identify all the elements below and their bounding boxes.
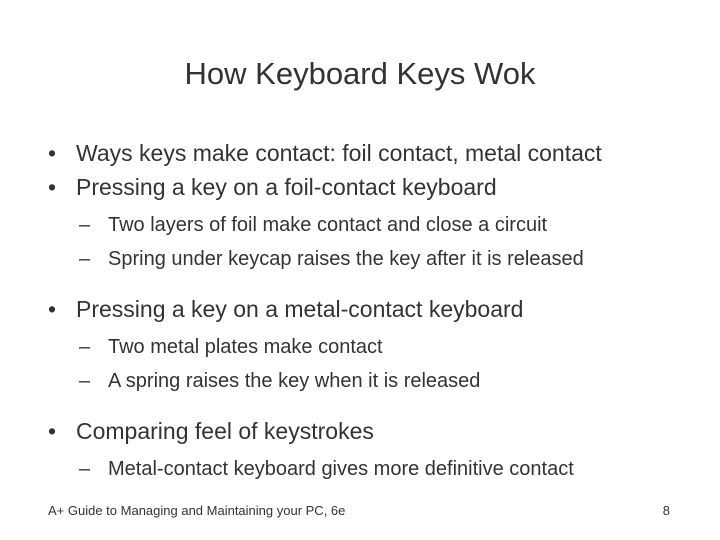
dash-marker: – <box>79 458 91 480</box>
bullet-list <box>48 136 708 486</box>
dash-marker: – <box>79 370 91 392</box>
bullet-text: Comparing feel of keystrokes <box>76 418 374 444</box>
sub-bullet-text: Two layers of foil make contact and close a circuit <box>108 214 548 236</box>
sub-bullet-item <box>48 208 708 242</box>
sub-bullet-text: Spring under keycap raises the key after it is released <box>108 248 584 270</box>
sub-bullet-item <box>48 330 708 364</box>
dash-marker: – <box>79 248 91 270</box>
sub-bullet-item <box>48 242 708 276</box>
bullet-marker: • <box>48 296 57 322</box>
sub-bullet-item <box>48 452 708 486</box>
bullet-item <box>48 136 708 170</box>
sub-bullet-text: A spring raises the key when it is released <box>108 370 481 392</box>
bullet-marker: • <box>48 140 57 166</box>
dash-marker: – <box>79 336 91 358</box>
bullet-text: Ways keys make contact: foil contact, metal contact <box>76 140 602 166</box>
bullet-text: Pressing a key on a foil-contact keyboard <box>76 174 497 200</box>
sub-bullet-text: Two metal plates make contact <box>108 336 383 358</box>
bullet-item <box>48 170 708 204</box>
footer-page-number: 8 <box>662 503 670 518</box>
bullet-marker: • <box>48 174 57 200</box>
sub-bullet-text: Metal-contact keyboard gives more definitive contact <box>108 458 574 480</box>
dash-marker: – <box>79 214 91 236</box>
bullet-item <box>48 414 708 448</box>
sub-bullet-item <box>48 364 708 398</box>
bullet-item <box>48 292 708 326</box>
bullet-marker: • <box>48 418 57 444</box>
bullet-text: Pressing a key on a metal-contact keyboard <box>76 296 524 322</box>
slide-title: How Keyboard Keys Wok <box>184 56 536 91</box>
footer-book-title: A+ Guide to Managing and Maintaining your PC, 6e <box>48 503 346 518</box>
